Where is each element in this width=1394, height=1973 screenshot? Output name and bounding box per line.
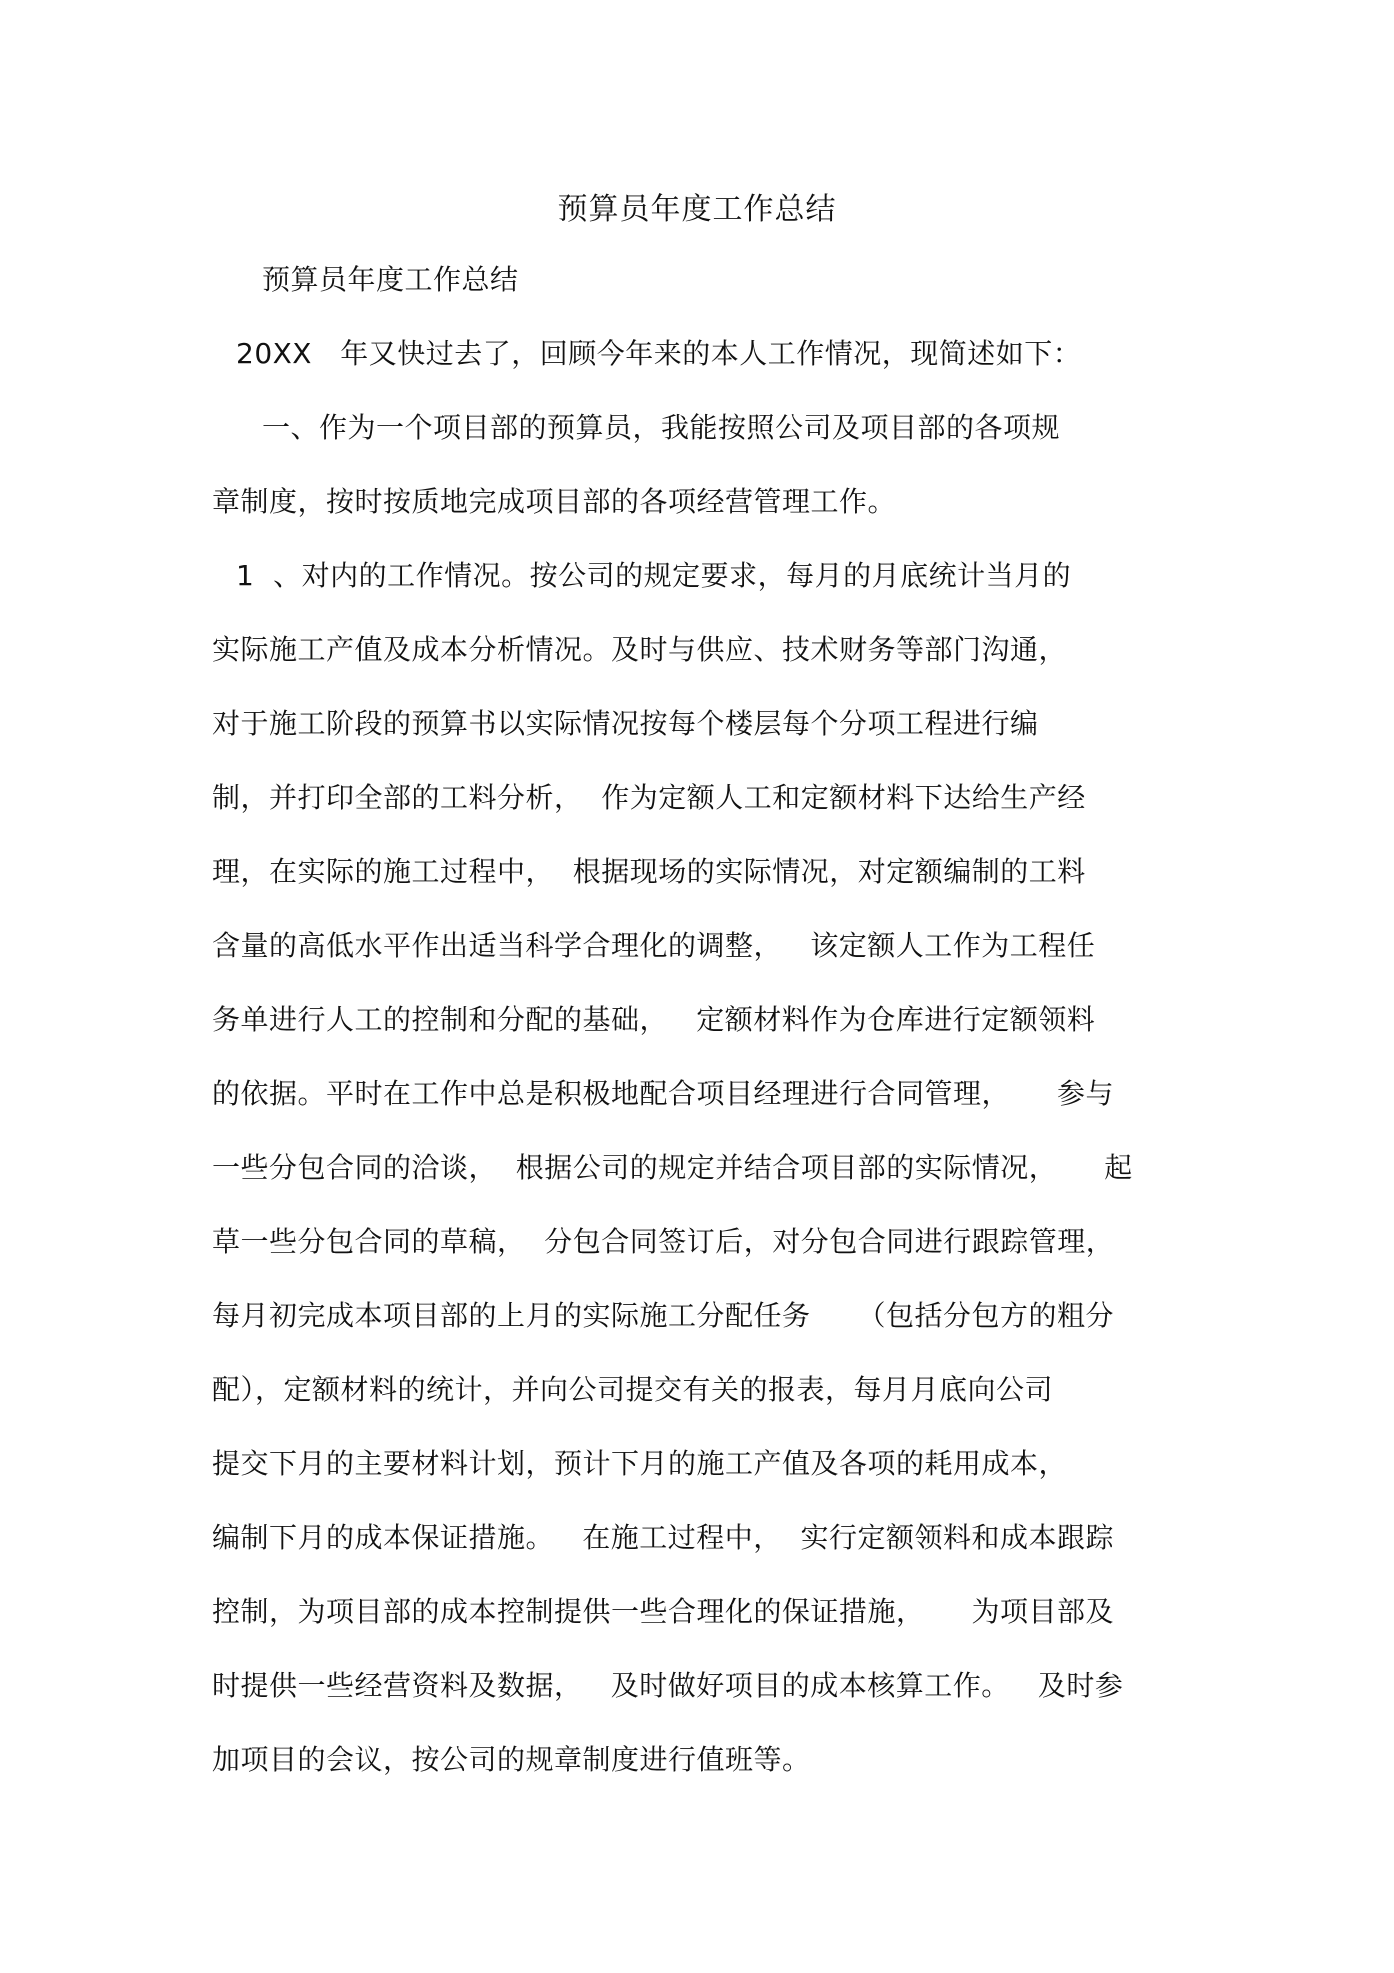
- paragraph-line: 对于施工阶段的预算书以实际情况按每个楼层每个分项工程进行编: [212, 707, 1039, 740]
- paragraph-line: 时提供一些经营资料及数据， 及时做好项目的成本核算工作。 及时参: [212, 1669, 1124, 1702]
- paragraph-line: 配），定额材料的统计，并向公司提交有关的报表，每月月底向公司: [212, 1373, 1054, 1406]
- paragraph-line: 章制度，按时按质地完成项目部的各项经营管理工作。: [212, 485, 897, 518]
- paragraph-line: 实际施工产值及成本分析情况。及时与供应、技术财务等部门沟通，: [212, 633, 1068, 666]
- paragraph-line: 的依据。平时在工作中总是积极地配合项目经理进行合同管理， 参与: [212, 1077, 1115, 1110]
- paragraph-line: 1 、对内的工作情况。按公司的规定要求，每月的月底统计当月的: [236, 559, 1072, 592]
- paragraph-line: 每月初完成本项目部的上月的实际施工分配任务 （包括分包方的粗分: [212, 1299, 1115, 1332]
- paragraph-line: 草一些分包合同的草稿， 分包合同签订后，对分包合同进行跟踪管理，: [212, 1225, 1115, 1258]
- paragraph-line: 制，并打印全部的工料分析， 作为定额人工和定额材料下达给生产经: [212, 781, 1086, 814]
- paragraph-line: 20XX 年又快过去了，回顾今年来的本人工作情况，现简述如下：: [236, 337, 1082, 370]
- document-title: 预算员年度工作总结: [557, 192, 837, 227]
- paragraph-line: 含量的高低水平作出适当科学合理化的调整， 该定额人工作为工程任: [212, 929, 1096, 962]
- paragraph-line: 编制下月的成本保证措施。 在施工过程中， 实行定额领料和成本跟踪: [212, 1521, 1115, 1554]
- paragraph-line: 提交下月的主要材料计划，预计下月的施工产值及各项的耗用成本，: [212, 1447, 1068, 1480]
- paragraph-line: 理，在实际的施工过程中， 根据现场的实际情况，对定额编制的工料: [212, 855, 1086, 888]
- paragraph-line: 加项目的会议，按公司的规章制度进行值班等。: [212, 1743, 811, 1776]
- paragraph-line: 控制，为项目部的成本控制提供一些合理化的保证措施， 为项目部及: [212, 1595, 1115, 1628]
- paragraph-line: 一、作为一个项目部的预算员，我能按照公司及项目部的各项规: [262, 411, 1061, 444]
- document-subtitle: 预算员年度工作总结: [262, 263, 519, 296]
- paragraph-line: 务单进行人工的控制和分配的基础， 定额材料作为仓库进行定额领料: [212, 1003, 1096, 1036]
- paragraph-line: 一些分包合同的洽谈， 根据公司的规定并结合项目部的实际情况， 起: [212, 1151, 1133, 1184]
